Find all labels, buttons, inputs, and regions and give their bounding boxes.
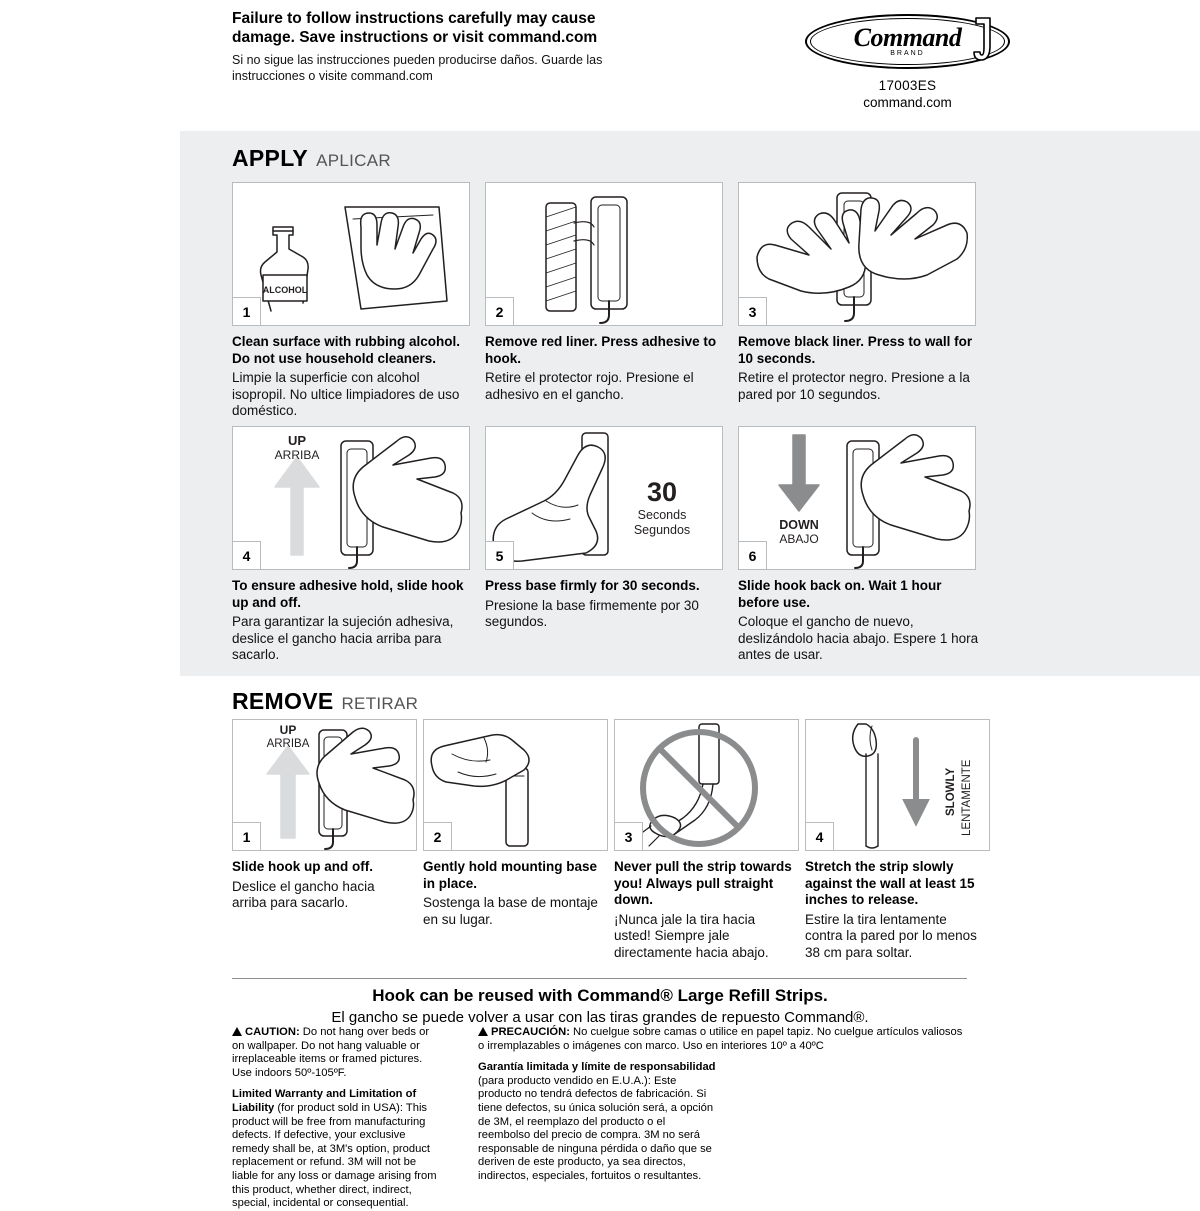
step-number: 2: [424, 822, 452, 850]
step-number: 2: [486, 297, 514, 325]
caution-text-en: Do not hang over beds or on wallpaper. Do not hang valuable or irreplaceable items or framed pictures. Use indoors 50º-105ºF.: [232, 1026, 430, 1079]
apply-step-5-illustration: [485, 426, 723, 570]
warranty-label-es: Garantía limitada y límite de responsabilidad: [478, 1061, 716, 1074]
svg-text:LENTAMENTE: LENTAMENTE: [961, 759, 973, 836]
website-text: command.com: [863, 95, 952, 110]
brand-block: [800, 14, 1015, 110]
slide-hook-up-drawing: [233, 427, 471, 571]
step-number: 4: [233, 541, 261, 569]
step-number: 5: [486, 541, 514, 569]
svg-text:ALCOHOL: ALCOHOL: [262, 285, 308, 295]
press-to-wall-drawing: [739, 183, 977, 327]
press-base-30-seconds-drawing: [486, 427, 724, 571]
apply-step-2-caption: [485, 334, 725, 403]
svg-text:ABAJO: ABAJO: [779, 532, 819, 546]
apply-step-3-caption: [738, 334, 988, 403]
legal-english: [232, 1026, 442, 1211]
remove-step-1-illustration: [232, 719, 417, 851]
step-number: 3: [739, 297, 767, 325]
caption-es: Coloque el gancho de nuevo, deslizándolo hacia abajo. Espere 1 hora antes de usar.: [738, 614, 979, 662]
apply-step-2-illustration: [485, 182, 723, 326]
apply-step-3-illustration: [738, 182, 976, 326]
logo-wordmark: Command: [853, 23, 962, 52]
caption-en: To ensure adhesive hold, slide hook up and off.: [232, 578, 464, 610]
apply-step-6-illustration: [738, 426, 976, 570]
caption-es: Para garantizar la sujeción adhesiva, deslice el gancho hacia arriba para sacarlo.: [232, 614, 454, 662]
caption-es: Estire la tira lentamente contra la pared por lo menos 38 cm para soltar.: [805, 911, 977, 960]
remove-step-3-caption: [614, 859, 794, 961]
apply-section-title: [232, 145, 391, 172]
caption-es: ¡Nunca jale la tira hacia usted! Siempre jale directamente hacia abajo.: [614, 911, 769, 960]
remove-section-title: [232, 688, 418, 715]
caption-en: Clean surface with rubbing alcohol. Do not use household cleaners.: [232, 334, 461, 366]
step-number: 3: [615, 822, 643, 850]
warning-spanish: Si no sigue las instrucciones pueden producirse daños. Guarde las instrucciones o visite command.com: [232, 53, 603, 83]
remove-step-1-caption: [232, 859, 412, 912]
hook-icon: [970, 16, 996, 68]
caution-label-en: CAUTION:: [245, 1026, 300, 1038]
remove-title-en: REMOVE: [232, 688, 334, 714]
caption-es: Retire el protector rojo. Presione el adhesivo en el gancho.: [485, 370, 694, 402]
caption-en: Remove black liner. Press to wall for 10 seconds.: [738, 334, 973, 366]
svg-text:SLOWLY: SLOWLY: [945, 767, 957, 816]
precaucion-triangle-icon: [478, 1027, 488, 1036]
remove-section: [180, 676, 1200, 976]
command-logo: [805, 14, 1010, 72]
caution-label-es: PRECAUCIÓN:: [491, 1026, 570, 1038]
apply-step-1-illustration: [232, 182, 470, 326]
caption-en: Remove red liner. Press adhesive to hook.: [485, 334, 717, 366]
caption-en: Slide hook up and off.: [232, 859, 373, 874]
warranty-text-es: (para producto vendido en E.U.A.): Este producto no tendrá defectos de fabricación. Si tiene defectos, su única solución será, a opción de 3M, el reemplazo del producto o el reembolso del precio de compra. 3M no será responsable de ninguna pérdida o daño que se deriven de este producto, ya sea directos, indirectos, especiales, fortuitos o resultantes.: [478, 1074, 714, 1182]
step-number: 6: [739, 541, 767, 569]
warning-english: Failure to follow instructions carefully may cause damage. Save instructions or visit command.com: [232, 10, 598, 46]
svg-text:Segundos: Segundos: [633, 523, 691, 537]
apply-step-4-caption: [232, 578, 472, 664]
alcohol-bottle-and-cloth-drawing: [233, 183, 471, 327]
apply-step-5-caption: [485, 578, 725, 631]
svg-text:ARRIBA: ARRIBA: [266, 738, 310, 750]
caption-es: Presione la base firmemente por 30 segundos.: [485, 597, 699, 629]
remove-step-3-illustration: [614, 719, 799, 851]
remove-step-4-caption: [805, 859, 985, 961]
step-number: 1: [233, 822, 261, 850]
remove-title-es: RETIRAR: [341, 694, 419, 713]
footer-headline: [0, 986, 1200, 1026]
svg-text:DOWN: DOWN: [779, 518, 819, 532]
caption-es: Sostenga la base de montaje en su lugar.: [423, 895, 598, 927]
caption-es: Limpie la superficie con alcohol isopropil. No ultice limpiadores de uso doméstico.: [232, 370, 460, 418]
remove-step-2-caption: [423, 859, 603, 928]
svg-text:Seconds: Seconds: [637, 508, 687, 522]
apply-title-en: APPLY: [232, 145, 309, 171]
caption-en: Stretch the strip slowly against the wall at least 15 inches to release.: [805, 859, 975, 907]
warranty-text-en: (for product sold in USA): This product will be free from manufacturing defects. If defective, your exclusive remedy shall be, at 3M's option, product replacement or refund. 3M will not be liable for any loss or damage arising from this product, whether direct, indirect, special, incidental or consequential.: [232, 1101, 437, 1210]
logo-brand-label: BRAND: [890, 50, 925, 57]
caption-en: Press base firmly for 30 seconds.: [485, 578, 700, 593]
svg-text:UP: UP: [287, 433, 307, 448]
legal-spanish: [478, 1026, 970, 1184]
svg-text:UP: UP: [279, 723, 297, 737]
caption-en: Never pull the strip towards you! Always pull straight down.: [614, 859, 792, 907]
apply-section: [180, 131, 1200, 676]
product-code: 17003ES: [878, 78, 937, 93]
remove-red-liner-drawing: [486, 183, 724, 327]
warranty-label-en: Limited Warranty and Limitation of Liability: [232, 1088, 417, 1114]
apply-step-1-caption: [232, 334, 472, 420]
svg-text:ARRIBA: ARRIBA: [274, 448, 320, 462]
footer-divider: [232, 978, 967, 979]
remove-step-4-illustration: [805, 719, 990, 851]
footer-headline-es: El gancho se puede volver a usar con las tiras grandes de repuesto Command®.: [331, 1009, 869, 1026]
caption-en: Slide hook back on. Wait 1 hour before use.: [738, 578, 942, 610]
apply-step-4-illustration: [232, 426, 470, 570]
apply-step-6-caption: [738, 578, 986, 664]
caution-triangle-icon: [232, 1027, 242, 1036]
step-number: 1: [233, 297, 261, 325]
caption-es: Retire el protector negro. Presione a la pared por 10 segundos.: [738, 370, 970, 402]
svg-text:30: 30: [646, 477, 678, 507]
warning-text-block: [232, 10, 652, 84]
caption-es: Deslice el gancho hacia arriba para sacarlo.: [232, 878, 375, 910]
step-number: 4: [806, 822, 834, 850]
caution-text-es: No cuelgue sobre camas o utilice en papel tapiz. No cuelgue artículos valiosos o irremplazables o imágenes con marco. Uso en interiores 10º a 40ºC: [478, 1026, 963, 1052]
slide-hook-down-drawing: [739, 427, 977, 571]
apply-title-es: APLICAR: [316, 151, 391, 170]
remove-step-2-illustration: [423, 719, 608, 851]
caption-en: Gently hold mounting base in place.: [423, 859, 598, 891]
footer-headline-en: Hook can be reused with Command® Large Refill Strips.: [372, 986, 828, 1005]
document-header: [0, 0, 1200, 130]
